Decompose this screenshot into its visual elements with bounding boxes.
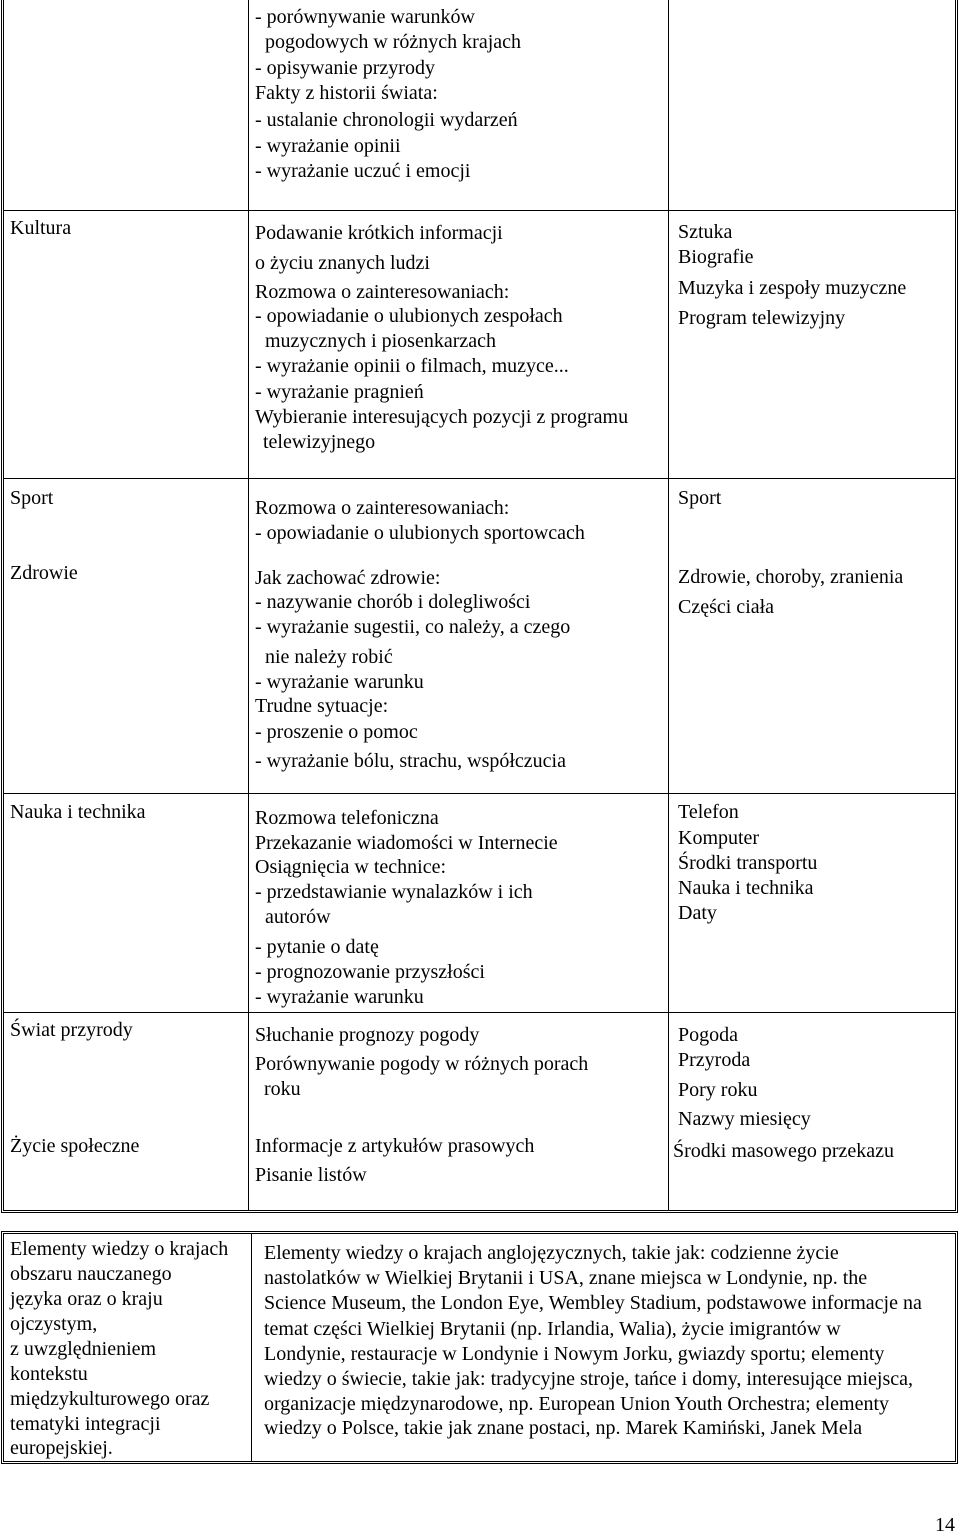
function-line: nie należy robić — [265, 646, 393, 668]
label-line: z uwzględnieniem — [10, 1338, 157, 1360]
function-line: Trudne sytuacje: — [255, 695, 389, 717]
vocabulary-line: Telefon — [678, 801, 739, 823]
function-line: roku — [264, 1078, 301, 1100]
content-line: wiedzy o świecie, takie jak: tradycyjne stroje, tańce i domy, interesujące miejsca, — [264, 1368, 914, 1390]
topic-label: Nauka i technika — [10, 801, 146, 823]
function-line: Fakty z historii świata: — [255, 82, 438, 104]
topic-label: Zdrowie — [10, 562, 78, 584]
column-divider — [251, 1234, 252, 1461]
function-line: autorów — [265, 906, 331, 928]
function-line: - wyrażanie opinii — [255, 135, 401, 157]
content-line: wiedzy o Polsce, takie jak znane postaci, np. Marek Kamiński, Janek Mela — [264, 1417, 863, 1439]
vocabulary-line: Muzyka i zespoły muzyczne — [678, 277, 907, 299]
function-line: - opowiadanie o ulubionych zespołach — [255, 305, 563, 327]
topic-label: Kultura — [10, 217, 72, 239]
content-line: nastolatków w Wielkiej Brytanii i USA, znane miejsca w Londynie, np. the — [264, 1267, 868, 1289]
content-line: Science Museum, the London Eye, Wembley Stadium, podstawowe informacje na — [264, 1292, 922, 1314]
vocabulary-line: Przyroda — [678, 1049, 751, 1071]
function-line: - nazywanie chorób i dolegliwości — [255, 591, 531, 613]
function-line: Wybieranie interesujących pozycji z programu — [255, 406, 629, 428]
function-line: Porównywanie pogody w różnych porach — [255, 1053, 589, 1075]
row-divider — [4, 793, 955, 794]
topic-label: Sport — [10, 487, 54, 509]
vocabulary-line: Daty — [678, 902, 717, 924]
label-line: ojczystym, — [10, 1313, 98, 1335]
function-line: - opowiadanie o ulubionych sportowcach — [255, 522, 585, 544]
topic-label: Świat przyrody — [10, 1019, 133, 1041]
column-divider — [668, 0, 669, 1211]
function-line: muzycznych i piosenkarzach — [265, 330, 497, 352]
column-divider — [248, 0, 249, 1211]
content-line: organizacje międzynarodowe, np. European Union Youth Orchestra; elementy — [264, 1393, 889, 1415]
vocabulary-line: Biografie — [678, 246, 754, 268]
vocabulary-line: Nauka i technika — [678, 877, 814, 899]
row-divider — [4, 210, 955, 211]
function-line: - porównywanie warunków — [255, 6, 475, 28]
content-line: Londynie, restauracje w Londynie i Nowym Jorku, gwiazdy sportu; elementy — [264, 1343, 885, 1365]
function-line: - wyrażanie warunku — [255, 986, 424, 1008]
label-line: europejskiej. — [10, 1437, 113, 1459]
vocabulary-line: Sport — [678, 487, 722, 509]
function-line: - wyrażanie opinii o filmach, muzyce... — [255, 355, 569, 377]
label-line: Elementy wiedzy o krajach — [10, 1238, 229, 1260]
label-line: tematyki integracji — [10, 1413, 161, 1435]
function-line: - przedstawianie wynalazków i ich — [255, 881, 533, 903]
topic-label: Życie społeczne — [10, 1135, 140, 1157]
vocabulary-line: Nazwy miesięcy — [678, 1108, 811, 1130]
function-line: pogodowych w różnych krajach — [265, 31, 522, 53]
function-line: Osiągnięcia w technice: — [255, 856, 447, 878]
function-line: - pytanie o datę — [255, 936, 379, 958]
function-line: - opisywanie przyrody — [255, 57, 435, 79]
function-line: - wyrażanie warunku — [255, 671, 424, 693]
vocabulary-line: Program telewizyjny — [678, 307, 846, 329]
page-number: 14 — [935, 1514, 955, 1536]
function-line: Informacje z artykułów prasowych — [255, 1135, 535, 1157]
function-line: telewizyjnego — [263, 431, 376, 453]
row-divider — [4, 478, 955, 479]
vocabulary-line: Środki transportu — [678, 852, 818, 874]
content-line: temat części Wielkiej Brytanii (np. Irlandia, Walia), życie imigrantów w — [264, 1318, 841, 1340]
content-line: Elementy wiedzy o krajach anglojęzycznych, takie jak: codzienne życie — [264, 1242, 839, 1264]
function-line: Rozmowa o zainteresowaniach: — [255, 281, 510, 303]
function-line: Słuchanie prognozy pogody — [255, 1024, 480, 1046]
vocabulary-line: Zdrowie, choroby, zranienia — [678, 566, 904, 588]
function-line: - wyrażanie uczuć i emocji — [255, 160, 471, 182]
function-line: Pisanie listów — [255, 1164, 367, 1186]
function-line: - wyrażanie bólu, strachu, współczucia — [255, 750, 566, 772]
vocabulary-line: Części ciała — [678, 596, 775, 618]
function-line: - wyrażanie sugestii, co należy, a czego — [255, 616, 571, 638]
row-divider — [4, 1012, 955, 1013]
vocabulary-line: Środki masowego przekazu — [673, 1140, 895, 1162]
label-line: obszaru nauczanego — [10, 1263, 172, 1285]
function-line: - prognozowanie przyszłości — [255, 961, 485, 983]
function-line: - wyrażanie pragnień — [255, 381, 424, 403]
function-line: - proszenie o pomoc — [255, 721, 418, 743]
function-line: Podawanie krótkich informacji — [255, 222, 503, 244]
label-line: kontekstu — [10, 1363, 88, 1385]
label-line: międzykulturowego oraz — [10, 1388, 210, 1410]
label-line: języka oraz o kraju — [10, 1288, 163, 1310]
vocabulary-line: Sztuka — [678, 221, 733, 243]
function-line: Przekazanie wiadomości w Internecie — [255, 832, 558, 854]
vocabulary-line: Pogoda — [678, 1024, 738, 1046]
function-line: o życiu znanych ludzi — [255, 252, 430, 274]
function-line: Rozmowa telefoniczna — [255, 807, 439, 829]
function-line: Rozmowa o zainteresowaniach: — [255, 497, 510, 519]
vocabulary-line: Pory roku — [678, 1079, 758, 1101]
function-line: Jak zachować zdrowie: — [255, 567, 441, 589]
vocabulary-line: Komputer — [678, 827, 760, 849]
function-line: - ustalanie chronologii wydarzeń — [255, 109, 518, 131]
